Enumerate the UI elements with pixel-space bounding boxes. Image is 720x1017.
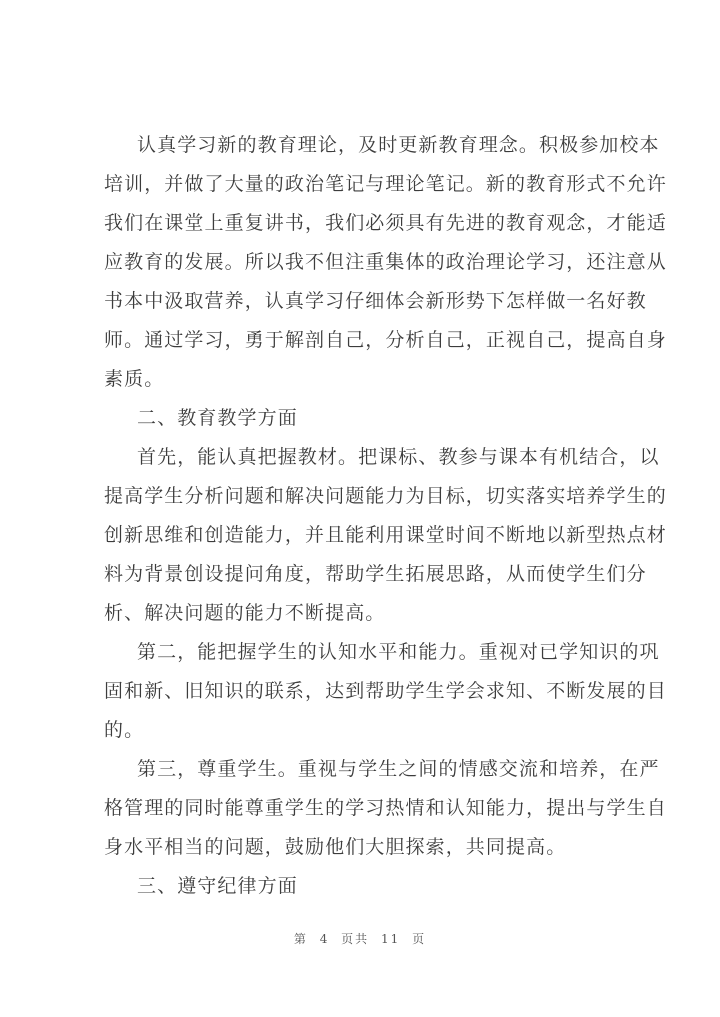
page-footer xyxy=(0,930,720,947)
section-heading: 二、教育教学方面 xyxy=(137,407,298,429)
text-line: 料为背景创设提问角度，帮助学生拓展思路，从而使学生们分 xyxy=(104,563,647,585)
text-line: 身水平相当的问题，鼓励他们大胆探索，共同提高。 xyxy=(104,836,567,858)
text-line: 的。 xyxy=(104,719,145,741)
text-line: 书本中汲取营养，认真学习仔细体会新形势下怎样做一名好教 xyxy=(104,290,647,312)
text-line: 固和新、旧知识的联系，达到帮助学生学会求知、不断发展的目 xyxy=(104,680,667,702)
text-line: 我们在课堂上重复讲书，我们必须具有先进的教育观念，才能适 xyxy=(104,212,667,234)
text-line: 格管理的同时能尊重学生的学习热情和认知能力，提出与学生自 xyxy=(104,797,667,819)
text-line: 提高学生分析问题和解决问题能力为目标，切实落实培养学生的 xyxy=(104,485,667,507)
text-line: 师。通过学习，勇于解剖自己，分析自己，正视自己，提高自身 xyxy=(104,329,667,351)
text-line: 认真学习新的教育理论，及时更新教育理念。积极参加校本 xyxy=(137,134,660,156)
section-heading: 三、遵守纪律方面 xyxy=(137,875,298,897)
footer-suffix: 页 xyxy=(412,932,427,946)
footer-prefix: 第 xyxy=(293,932,308,946)
text-line: 首先，能认真把握教材。把课标、教参与课本有机结合，以 xyxy=(137,446,660,468)
text-line: 创新思维和创造能力，并且能利用课堂时间不断地以新型热点材 xyxy=(104,524,667,546)
text-line: 第二，能把握学生的认知水平和能力。重视对已学知识的巩 xyxy=(137,641,660,663)
text-line: 应教育的发展。所以我不但注重集体的政治理论学习，还注意从 xyxy=(104,251,667,273)
footer-mid: 页共 xyxy=(341,932,370,946)
footer-total-pages: 11 xyxy=(381,932,401,946)
footer-page-number: 4 xyxy=(319,932,330,946)
text-line: 培训，并做了大量的政治笔记与理论笔记。新的教育形式不允许 xyxy=(104,173,667,195)
text-line: 第三，尊重学生。重视与学生之间的情感交流和培养，在严 xyxy=(137,758,660,780)
text-line: 析、解决问题的能力不断提高。 xyxy=(104,602,386,624)
text-line: 素质。 xyxy=(104,368,165,390)
